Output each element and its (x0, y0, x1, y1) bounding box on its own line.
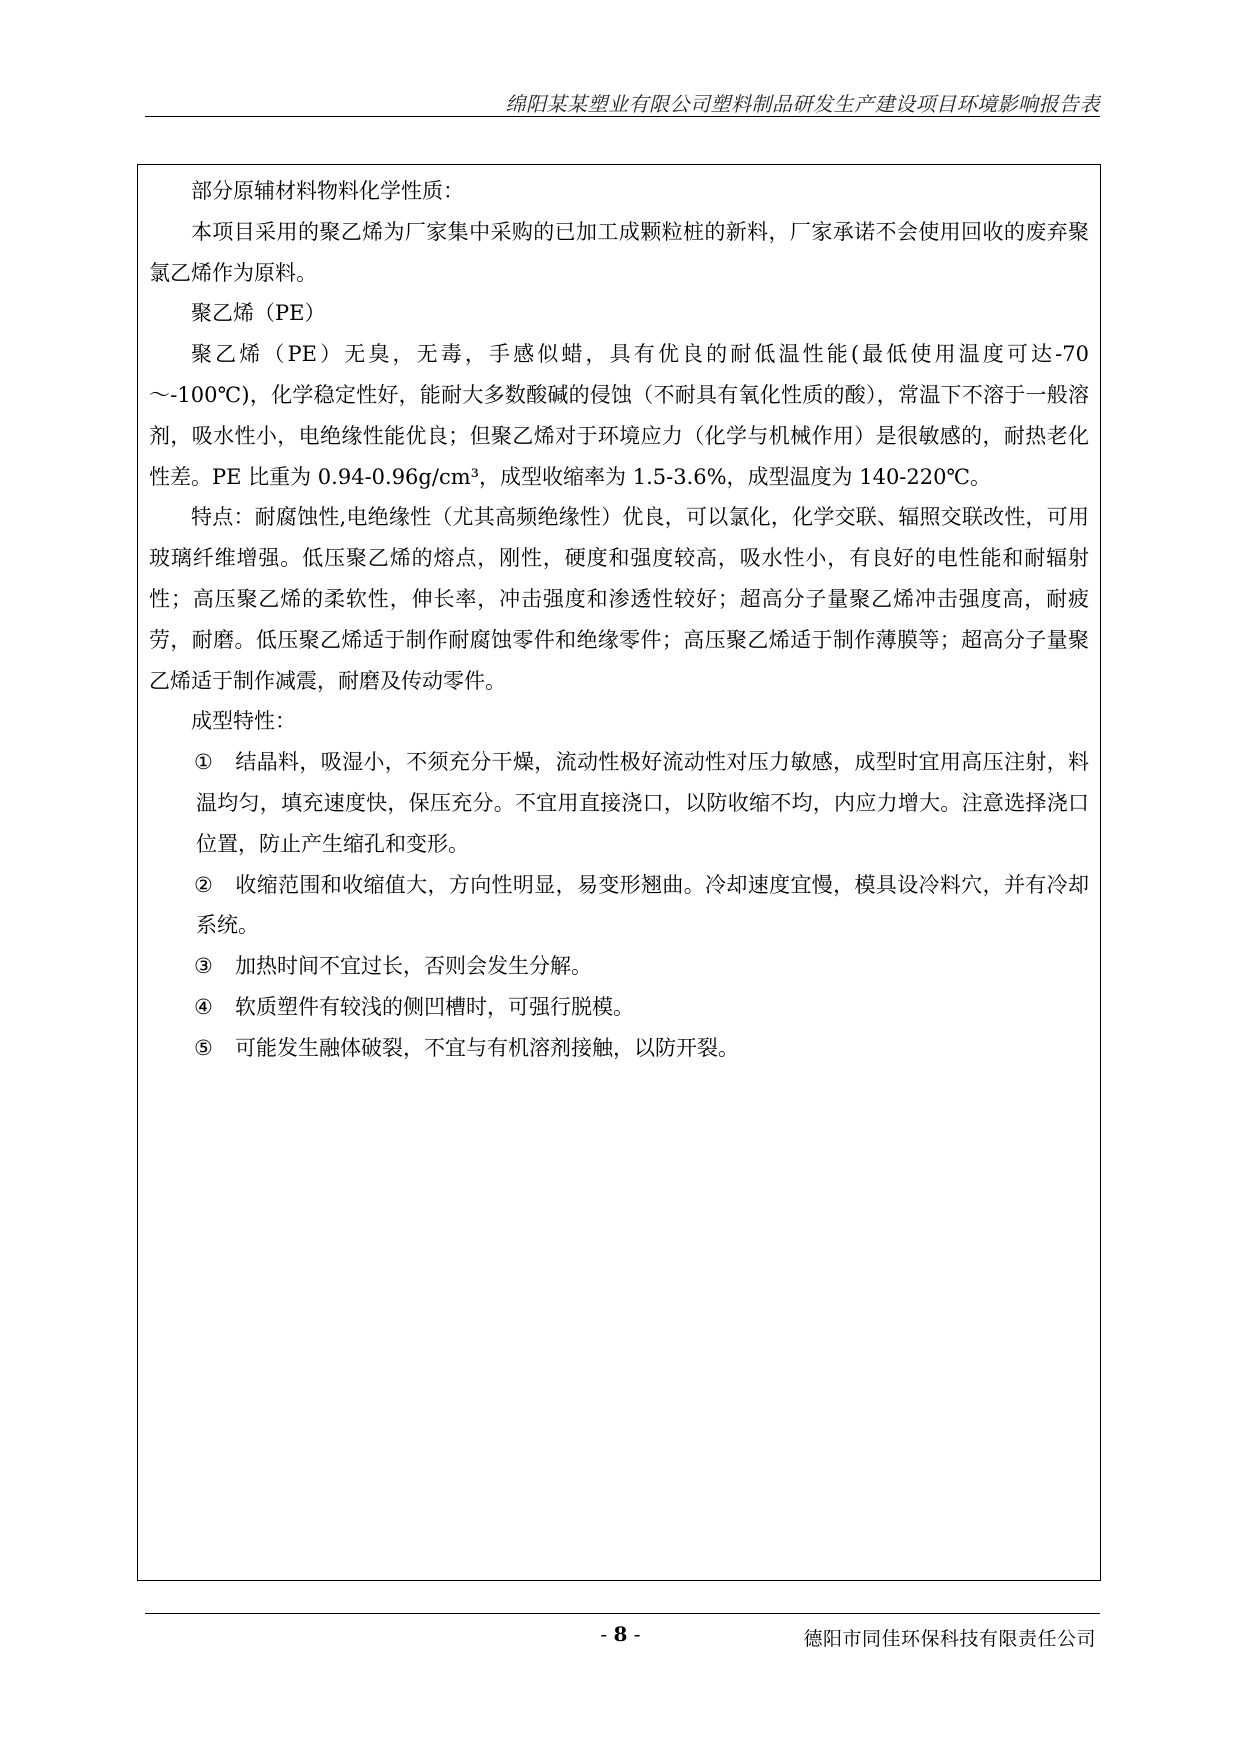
numbered-item-4 (149, 987, 1089, 1028)
page-number-prefix: - (600, 1622, 614, 1646)
numbered-item-3 (149, 946, 1089, 987)
footer-company-name: 德阳市同佳环保科技有限责任公司 (803, 1628, 1096, 1650)
numbered-item-2 (149, 865, 1089, 947)
item-marker: ① (194, 750, 213, 775)
document-header-title: 绵阳某某塑业有限公司塑料制品研发生产建设项目环境影响报告表 (505, 92, 1100, 116)
item-text: 加热时间不宜过长，否则会发生分解。 (235, 954, 592, 979)
document-body (149, 171, 1089, 1069)
numbered-item-5 (149, 1028, 1089, 1069)
item-text: 可能发生融体破裂，不宜与有机溶剂接触，以防开裂。 (235, 1035, 739, 1060)
header-divider (145, 116, 1100, 117)
item-marker: ⑤ (194, 1035, 213, 1060)
section-heading-molding: 成型特性： (191, 709, 296, 734)
item-text: 软质塑件有较浅的侧凹槽时，可强行脱模。 (235, 994, 634, 1019)
item-text: 收缩范围和收缩值大，方向性明显，易变形翘曲。冷却速度宜慢，模具设冷料穴，并有冷却系统。 (196, 872, 1089, 938)
paragraph-pe-properties: 聚乙烯（PE）无臭，无毒，手感似蜡，具有优良的耐低温性能(最低使用温度可达-70～-100℃)，化学稳定性好，能耐大多数酸碱的侵蚀（不耐具有氧化性质的酸），常温下不溶于一般溶剂，吸水性小，电绝缘性能优良；但聚乙烯对于环境应力（化学与机械作用）是很敏感的，耐热老化性差。PE 比重为 0.94-0.96g/cm³，成型收缩率为 1.5-3.6%，成型温度为 140-220℃。 (149, 342, 1089, 489)
section-heading-pe: 聚乙烯（PE） (191, 301, 326, 326)
section-heading-materials: 部分原辅材料物料化学性质： (191, 179, 464, 203)
item-text: 结晶料，吸湿小，不须充分干燥，流动性极好流动性对压力敏感，成型时宜用高压注射，料温均匀，填充速度快，保压充分。不宜用直接浇口，以防收缩不均，内应力增大。注意选择浇口位置，防止产生缩孔和变形。 (196, 750, 1089, 856)
page-number-suffix: - (627, 1622, 641, 1646)
numbered-item-1 (149, 742, 1089, 864)
item-marker: ④ (194, 994, 213, 1019)
paragraph-pe-features: 特点：耐腐蚀性,电绝缘性（尤其高频绝缘性）优良，可以氯化，化学交联、辐照交联改性，可用玻璃纤维增强。低压聚乙烯的熔点，刚性，硬度和强度较高，吸水性小，有良好的电性能和耐辐射性；高压聚乙烯的柔软性，伸长率，冲击强度和渗透性较好；超高分子量聚乙烯冲击强度高，耐疲劳，耐磨。低压聚乙烯适于制作耐腐蚀零件和绝缘零件；高压聚乙烯适于制作薄膜等；超高分子量聚乙烯适于制作减震，耐磨及传动零件。 (149, 505, 1089, 693)
footer-divider (145, 1613, 1100, 1614)
paragraph-material-source: 本项目采用的聚乙烯为厂家集中采购的已加工成颗粒桩的新料，厂家承诺不会使用回收的废弃聚氯乙烯作为原料。 (149, 219, 1089, 285)
item-marker: ③ (194, 954, 213, 979)
item-marker: ② (194, 872, 213, 897)
page-number-value: 8 (613, 1622, 628, 1646)
